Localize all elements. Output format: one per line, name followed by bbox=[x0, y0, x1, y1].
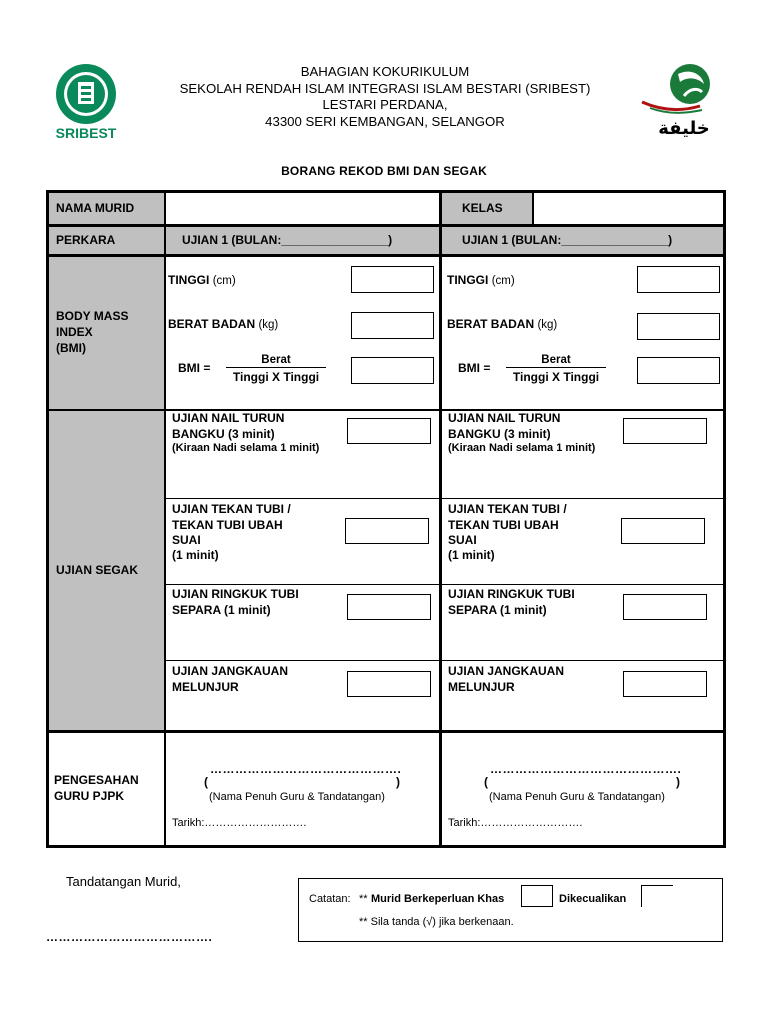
header-line-2: SEKOLAH RENDAH ISLAM INTEGRASI ISLAM BESTARI (SRIBEST) bbox=[179, 80, 591, 96]
form-title: BORANG REKOD BMI DAN SEGAK bbox=[281, 164, 487, 178]
perkara-label: PERKARA bbox=[56, 233, 116, 247]
student-signature-label: Tandatangan Murid, bbox=[66, 874, 181, 889]
tinggi-input-test1[interactable] bbox=[351, 266, 434, 293]
pengesahan-label-1: PENGESAHAN bbox=[54, 773, 139, 787]
berat-input-test2[interactable] bbox=[637, 313, 720, 340]
nail-label-line-3: (Kiraan Nadi selama 1 minit) bbox=[172, 442, 320, 454]
tekan-label-line-1: UJIAN TEKAN TUBI / bbox=[172, 502, 291, 516]
tekan-label-line-2: TEKAN TUBI UBAH bbox=[172, 518, 283, 532]
jangkauan-input-test2[interactable] bbox=[623, 671, 707, 697]
svg-text:SRIBEST: SRIBEST bbox=[55, 125, 117, 141]
svg-text:خليفة: خليفة bbox=[658, 118, 710, 139]
teacher-signature-line[interactable]: ………………………………………. bbox=[490, 762, 682, 776]
bmi-section-label-3: (BMI) bbox=[56, 341, 86, 355]
teacher-name-caption: (Nama Penuh Guru & Tandatangan) bbox=[209, 791, 385, 803]
tekan-label-line-3: SUAI bbox=[172, 533, 201, 547]
note-instruction: ** Sila tanda (√) jika berkenaan. bbox=[359, 916, 514, 928]
tinggi-input-test2[interactable] bbox=[637, 266, 720, 293]
nama-murid-label: NAMA MURID bbox=[56, 201, 135, 215]
bmi-formula-label: BMI = bbox=[458, 361, 491, 375]
note-stars: ** bbox=[359, 893, 368, 905]
jangkauan-label-line-2: MELUNJUR bbox=[172, 680, 239, 694]
school-header bbox=[130, 64, 640, 130]
student-signature-line[interactable]: …………………………………. bbox=[46, 930, 213, 944]
nail-label-line-2: BANGKU (3 minit) bbox=[172, 427, 275, 441]
pengesahan-label-2: GURU PJPK bbox=[54, 789, 125, 803]
tinggi-label: TINGGI (cm) bbox=[447, 273, 515, 287]
ringkuk-label-line-2: SEPARA (1 minit) bbox=[448, 603, 547, 617]
record-form-table bbox=[46, 190, 726, 848]
tekan-label-line-4: (1 minit) bbox=[172, 548, 219, 562]
nail-label-line-3: (Kiraan Nadi selama 1 minit) bbox=[448, 442, 596, 454]
note-box bbox=[298, 878, 723, 942]
bmi-formula-label: BMI = bbox=[178, 361, 211, 375]
khalifah-logo bbox=[640, 62, 722, 140]
ringkuk-label-line-2: SEPARA (1 minit) bbox=[172, 603, 271, 617]
note-special-needs: Murid Berkeperluan Khas bbox=[371, 893, 505, 905]
bmi-input-test1[interactable] bbox=[351, 357, 434, 384]
bmi-input-test2[interactable] bbox=[637, 357, 720, 384]
note-exempt: Dikecualikan bbox=[559, 893, 627, 905]
jangkauan-input-test1[interactable] bbox=[347, 671, 431, 697]
bmi-section-label-1: BODY MASS bbox=[56, 309, 129, 323]
jangkauan-label-line-2: MELUNJUR bbox=[448, 680, 515, 694]
bmi-formula-fraction: Berat Tinggi X Tinggi bbox=[506, 354, 606, 384]
berat-label: BERAT BADAN (kg) bbox=[447, 317, 558, 331]
kelas-label: KELAS bbox=[462, 201, 503, 215]
ringkuk-input-test1[interactable] bbox=[347, 594, 431, 620]
paren-open: ( bbox=[484, 775, 488, 789]
jangkauan-label-line-1: UJIAN JANGKAUAN bbox=[172, 664, 289, 678]
berat-label: BERAT BADAN (kg) bbox=[168, 317, 279, 331]
tekan-input-test2[interactable] bbox=[621, 518, 705, 544]
nama-murid-field[interactable] bbox=[168, 194, 438, 223]
segak-section-label: UJIAN SEGAK bbox=[56, 563, 139, 577]
note-label: Catatan: bbox=[309, 893, 351, 905]
bmi-formula-fraction: Berat Tinggi X Tinggi bbox=[226, 354, 326, 384]
header-line-3: LESTARI PERDANA, bbox=[322, 97, 448, 112]
test2-month-header: UJIAN 1 (BULAN:________________) bbox=[462, 233, 673, 247]
header-line-1: BAHAGIAN KOKURIKULUM bbox=[300, 64, 470, 79]
teacher-name-caption: (Nama Penuh Guru & Tandatangan) bbox=[489, 791, 665, 803]
tinggi-label: TINGGI (cm) bbox=[168, 273, 236, 287]
paren-close: ) bbox=[396, 775, 400, 789]
berat-input-test1[interactable] bbox=[351, 312, 434, 339]
nail-label-line-2: BANGKU (3 minit) bbox=[448, 427, 551, 441]
tekan-label-line-2: TEKAN TUBI UBAH bbox=[448, 518, 559, 532]
nail-input-test1[interactable] bbox=[347, 418, 431, 444]
tekan-label-line-1: UJIAN TEKAN TUBI / bbox=[448, 502, 567, 516]
bmi-section-label-2: INDEX bbox=[56, 325, 93, 339]
header-line-4: 43300 SERI KEMBANGAN, SELANGOR bbox=[265, 113, 505, 129]
kelas-field[interactable] bbox=[536, 194, 722, 223]
tekan-input-test1[interactable] bbox=[345, 518, 429, 544]
tekan-label-line-3: SUAI bbox=[448, 533, 477, 547]
nail-label-line-1: UJIAN NAIL TURUN bbox=[448, 411, 561, 425]
exempt-checkbox[interactable] bbox=[641, 885, 673, 907]
ringkuk-label-line-1: UJIAN RINGKUK TUBI bbox=[448, 587, 575, 601]
nail-input-test2[interactable] bbox=[623, 418, 707, 444]
tarikh-field[interactable]: Tarikh:………………………. bbox=[172, 817, 307, 829]
jangkauan-label-line-1: UJIAN JANGKAUAN bbox=[448, 664, 565, 678]
special-needs-checkbox[interactable] bbox=[521, 885, 553, 907]
paren-close: ) bbox=[676, 775, 680, 789]
ringkuk-label-line-1: UJIAN RINGKUK TUBI bbox=[172, 587, 299, 601]
nail-label-line-1: UJIAN NAIL TURUN bbox=[172, 411, 285, 425]
sribest-logo bbox=[44, 62, 128, 142]
tarikh-field[interactable]: Tarikh:………………………. bbox=[448, 817, 583, 829]
teacher-signature-line[interactable]: ………………………………………. bbox=[210, 762, 402, 776]
ringkuk-input-test2[interactable] bbox=[623, 594, 707, 620]
paren-open: ( bbox=[204, 775, 208, 789]
tekan-label-line-4: (1 minit) bbox=[448, 548, 495, 562]
test1-month-header: UJIAN 1 (BULAN:________________) bbox=[182, 233, 393, 247]
